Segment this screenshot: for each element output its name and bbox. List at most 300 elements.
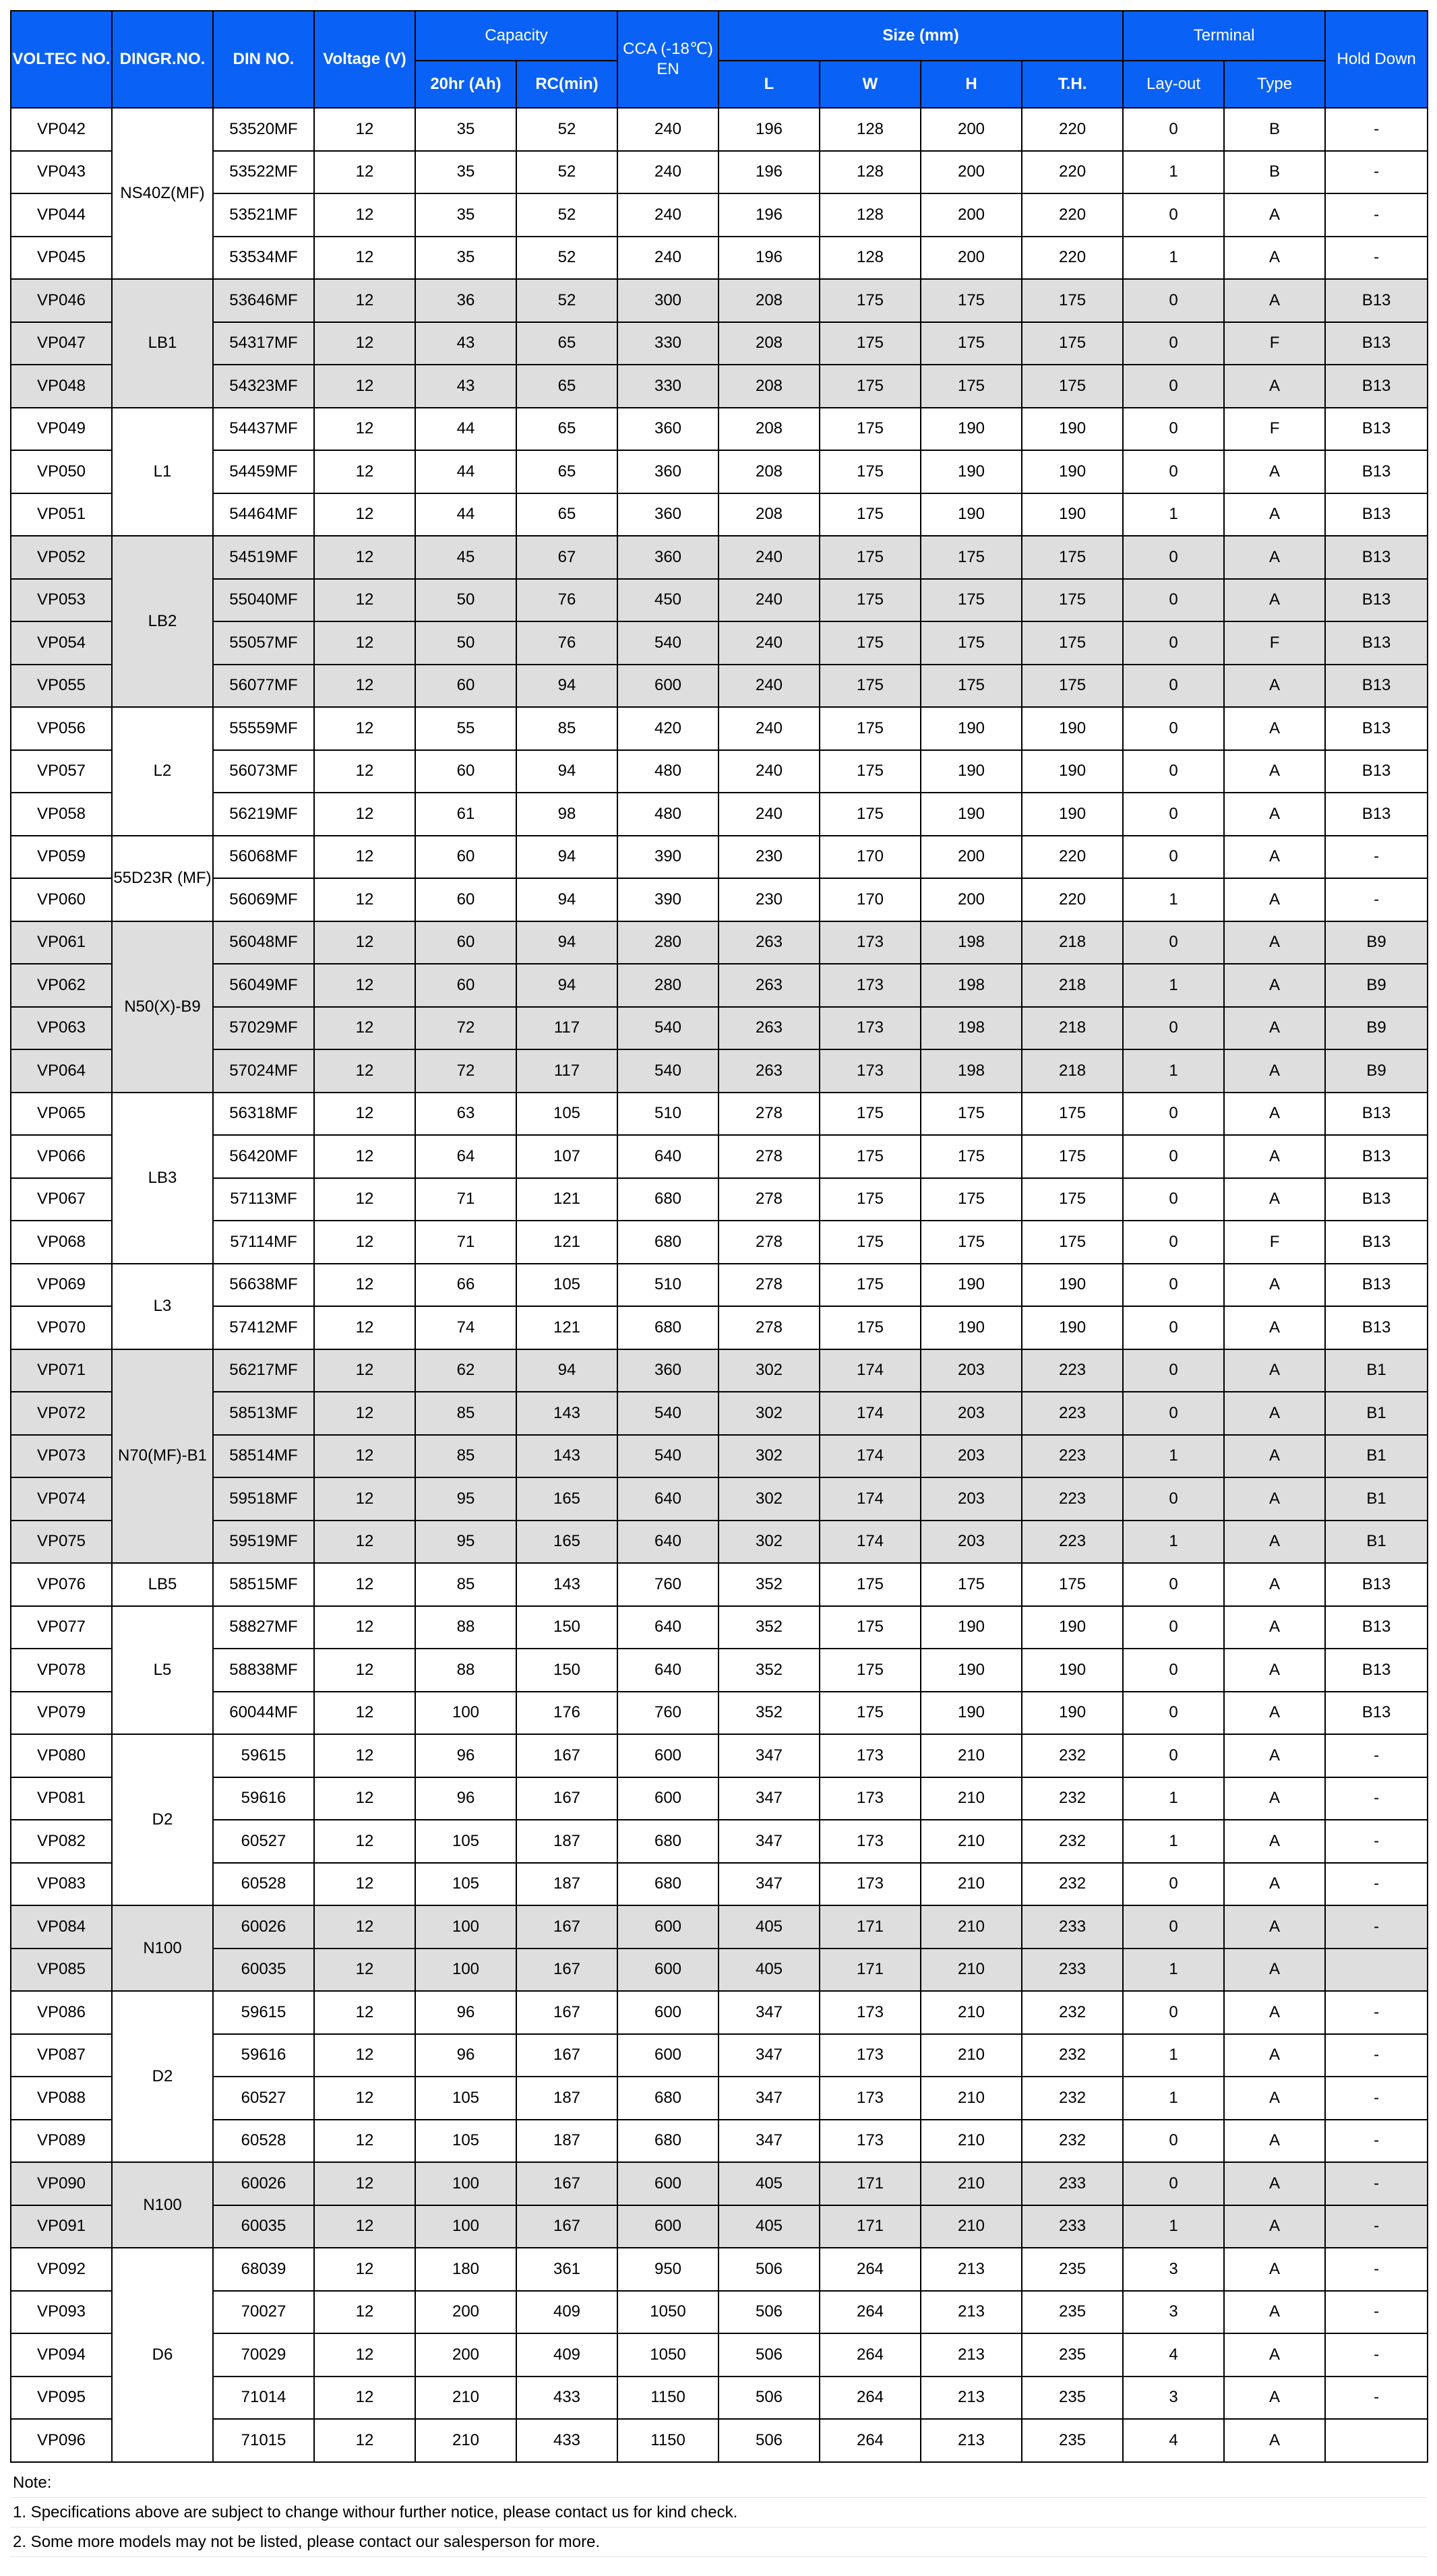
cell-size-th: 232 xyxy=(1022,1991,1123,2034)
cell-terminal-type: F xyxy=(1224,1221,1325,1264)
cell-terminal-layout: 0 xyxy=(1123,1306,1224,1349)
cell-terminal-type: A xyxy=(1224,493,1325,536)
cell-hold-down: - xyxy=(1325,878,1428,921)
cell-voltec-no: VP049 xyxy=(11,408,112,451)
cell-cca: 540 xyxy=(617,1007,718,1050)
cell-voltec-no: VP080 xyxy=(11,1734,112,1777)
cell-voltage: 12 xyxy=(314,1649,415,1692)
cell-hold-down: B1 xyxy=(1325,1477,1428,1521)
notes-section xyxy=(10,2468,1427,2557)
cell-terminal-layout: 0 xyxy=(1123,793,1224,836)
cell-size-th: 235 xyxy=(1022,2376,1123,2420)
cell-hold-down: B13 xyxy=(1325,1692,1428,1735)
cell-size-h: 190 xyxy=(921,1692,1022,1735)
cell-size-th: 175 xyxy=(1022,1093,1123,1136)
cell-cca: 640 xyxy=(617,1606,718,1649)
header-size-h: H xyxy=(921,61,1022,108)
cell-din-no: 60035 xyxy=(213,1949,314,1992)
cell-terminal-layout: 1 xyxy=(1123,2034,1224,2077)
cell-terminal-layout: 0 xyxy=(1123,536,1224,579)
cell-size-th: 175 xyxy=(1022,621,1123,665)
cell-din-no: 60035 xyxy=(213,2205,314,2248)
cell-cca: 480 xyxy=(617,793,718,836)
cell-size-w: 173 xyxy=(820,921,921,964)
cell-size-th: 233 xyxy=(1022,2205,1123,2248)
table-row xyxy=(11,279,1428,322)
cell-voltec-no: VP055 xyxy=(11,665,112,708)
table-row xyxy=(11,1649,1428,1692)
cell-size-w: 175 xyxy=(820,1264,921,1307)
cell-voltec-no: VP085 xyxy=(11,1949,112,1992)
cell-capacity-20hr: 200 xyxy=(415,2291,516,2334)
cell-terminal-layout: 0 xyxy=(1123,1392,1224,1435)
table-row xyxy=(11,2120,1428,2163)
cell-voltage: 12 xyxy=(314,1734,415,1777)
cell-voltage: 12 xyxy=(314,2419,415,2462)
cell-voltage: 12 xyxy=(314,964,415,1007)
cell-size-h: 190 xyxy=(921,1264,1022,1307)
cell-size-w: 175 xyxy=(820,665,921,708)
cell-size-w: 128 xyxy=(820,151,921,194)
cell-din-no: 56638MF xyxy=(213,1264,314,1307)
cell-size-th: 220 xyxy=(1022,108,1123,151)
table-row xyxy=(11,621,1428,665)
cell-capacity-20hr: 55 xyxy=(415,707,516,750)
cell-hold-down: B13 xyxy=(1325,408,1428,451)
cell-size-h: 190 xyxy=(921,793,1022,836)
cell-size-th: 220 xyxy=(1022,237,1123,280)
cell-voltage: 12 xyxy=(314,1905,415,1949)
cell-size-h: 203 xyxy=(921,1521,1022,1564)
cell-cca: 760 xyxy=(617,1563,718,1606)
cell-terminal-layout: 0 xyxy=(1123,1477,1224,1521)
cell-terminal-type: A xyxy=(1224,1392,1325,1435)
cell-voltage: 12 xyxy=(314,665,415,708)
cell-hold-down: - xyxy=(1325,1734,1428,1777)
cell-voltage: 12 xyxy=(314,1949,415,1992)
cell-din-no: 55040MF xyxy=(213,579,314,622)
cell-capacity-rc: 105 xyxy=(516,1093,617,1136)
note-item-2: 2. Some more models may not be listed, please contact our salesperson for more. xyxy=(10,2527,1427,2557)
cell-size-w: 175 xyxy=(820,1093,921,1136)
cell-capacity-rc: 187 xyxy=(516,2077,617,2120)
cell-hold-down: B13 xyxy=(1325,365,1428,408)
cell-capacity-rc: 107 xyxy=(516,1135,617,1178)
cell-voltage: 12 xyxy=(314,2291,415,2334)
table-row xyxy=(11,1392,1428,1435)
table-row xyxy=(11,1521,1428,1564)
cell-size-th: 175 xyxy=(1022,322,1123,365)
cell-terminal-layout: 3 xyxy=(1123,2291,1224,2334)
cell-size-l: 352 xyxy=(718,1649,820,1692)
cell-size-h: 190 xyxy=(921,1606,1022,1649)
cell-size-th: 190 xyxy=(1022,750,1123,793)
cell-terminal-type: A xyxy=(1224,2248,1325,2291)
cell-terminal-type: F xyxy=(1224,621,1325,665)
cell-capacity-rc: 167 xyxy=(516,1734,617,1777)
cell-voltage: 12 xyxy=(314,1349,415,1392)
cell-size-w: 175 xyxy=(820,1692,921,1735)
cell-capacity-20hr: 95 xyxy=(415,1477,516,1521)
table-row xyxy=(11,493,1428,536)
cell-size-th: 220 xyxy=(1022,151,1123,194)
cell-voltage: 12 xyxy=(314,1093,415,1136)
cell-cca: 510 xyxy=(617,1264,718,1307)
cell-size-l: 302 xyxy=(718,1392,820,1435)
table-row xyxy=(11,1563,1428,1606)
cell-size-h: 175 xyxy=(921,1221,1022,1264)
cell-capacity-20hr: 72 xyxy=(415,1049,516,1093)
cell-cca: 330 xyxy=(617,365,718,408)
cell-capacity-rc: 94 xyxy=(516,921,617,964)
header-size-l: L xyxy=(718,61,820,108)
cell-terminal-type: A xyxy=(1224,2376,1325,2420)
cell-din-no: 55559MF xyxy=(213,707,314,750)
cell-size-l: 240 xyxy=(718,750,820,793)
cell-cca: 680 xyxy=(617,1863,718,1906)
cell-capacity-rc: 65 xyxy=(516,408,617,451)
cell-din-no: 70027 xyxy=(213,2291,314,2334)
cell-terminal-layout: 4 xyxy=(1123,2333,1224,2376)
cell-capacity-rc: 94 xyxy=(516,964,617,1007)
cell-size-l: 347 xyxy=(718,1991,820,2034)
cell-size-w: 171 xyxy=(820,2205,921,2248)
cell-size-l: 347 xyxy=(718,1820,820,1863)
cell-terminal-layout: 0 xyxy=(1123,1178,1224,1221)
cell-voltage: 12 xyxy=(314,836,415,879)
cell-capacity-20hr: 60 xyxy=(415,921,516,964)
cell-dingr-no: N100 xyxy=(112,2162,213,2248)
cell-size-w: 175 xyxy=(820,707,921,750)
table-row xyxy=(11,964,1428,1007)
cell-terminal-type: A xyxy=(1224,1349,1325,1392)
cell-hold-down: B13 xyxy=(1325,1606,1428,1649)
cell-size-h: 200 xyxy=(921,836,1022,879)
cell-voltage: 12 xyxy=(314,1521,415,1564)
cell-size-th: 218 xyxy=(1022,964,1123,1007)
cell-size-h: 213 xyxy=(921,2376,1022,2420)
table-row xyxy=(11,1049,1428,1093)
cell-size-l: 196 xyxy=(718,193,820,237)
cell-din-no: 56049MF xyxy=(213,964,314,1007)
cell-terminal-layout: 1 xyxy=(1123,878,1224,921)
cell-size-l: 347 xyxy=(718,2034,820,2077)
cell-hold-down: - xyxy=(1325,237,1428,280)
table-row xyxy=(11,1178,1428,1221)
cell-capacity-20hr: 95 xyxy=(415,1521,516,1564)
cell-terminal-layout: 0 xyxy=(1123,707,1224,750)
cell-cca: 600 xyxy=(617,1991,718,2034)
table-row xyxy=(11,1863,1428,1906)
cell-capacity-20hr: 60 xyxy=(415,836,516,879)
table-row xyxy=(11,1477,1428,1521)
cell-size-l: 240 xyxy=(718,707,820,750)
cell-terminal-type: A xyxy=(1224,1435,1325,1478)
cell-terminal-layout: 1 xyxy=(1123,1049,1224,1093)
cell-size-w: 175 xyxy=(820,621,921,665)
cell-hold-down: B13 xyxy=(1325,1135,1428,1178)
table-row xyxy=(11,878,1428,921)
cell-size-l: 196 xyxy=(718,108,820,151)
table-row xyxy=(11,2248,1428,2291)
cell-voltage: 12 xyxy=(314,878,415,921)
table-row xyxy=(11,1905,1428,1949)
cell-din-no: 56069MF xyxy=(213,878,314,921)
cell-din-no: 58515MF xyxy=(213,1563,314,1606)
cell-cca: 680 xyxy=(617,2077,718,2120)
cell-size-l: 302 xyxy=(718,1521,820,1564)
table-row xyxy=(11,1991,1428,2034)
cell-voltage: 12 xyxy=(314,1264,415,1307)
cell-terminal-layout: 1 xyxy=(1123,1521,1224,1564)
cell-size-l: 302 xyxy=(718,1435,820,1478)
cell-terminal-layout: 3 xyxy=(1123,2248,1224,2291)
cell-din-no: 59518MF xyxy=(213,1477,314,1521)
cell-din-no: 59616 xyxy=(213,1777,314,1820)
cell-din-no: 53534MF xyxy=(213,237,314,280)
cell-capacity-rc: 187 xyxy=(516,2120,617,2163)
cell-size-l: 405 xyxy=(718,2162,820,2205)
cell-size-h: 190 xyxy=(921,750,1022,793)
cell-size-l: 347 xyxy=(718,1777,820,1820)
header-size-w: W xyxy=(820,61,921,108)
cell-voltage: 12 xyxy=(314,921,415,964)
cell-size-h: 175 xyxy=(921,621,1022,665)
cell-capacity-20hr: 100 xyxy=(415,1905,516,1949)
cell-size-w: 175 xyxy=(820,793,921,836)
table-row xyxy=(11,2162,1428,2205)
cell-voltage: 12 xyxy=(314,1135,415,1178)
cell-hold-down: B13 xyxy=(1325,279,1428,322)
cell-size-th: 232 xyxy=(1022,1777,1123,1820)
cell-voltec-no: VP063 xyxy=(11,1007,112,1050)
cell-size-l: 208 xyxy=(718,322,820,365)
cell-hold-down: - xyxy=(1325,2333,1428,2376)
table-row xyxy=(11,450,1428,493)
cell-voltage: 12 xyxy=(314,793,415,836)
cell-terminal-layout: 0 xyxy=(1123,408,1224,451)
cell-terminal-layout: 0 xyxy=(1123,1264,1224,1307)
cell-hold-down: - xyxy=(1325,108,1428,151)
cell-hold-down: - xyxy=(1325,1863,1428,1906)
cell-size-w: 173 xyxy=(820,1991,921,2034)
cell-cca: 390 xyxy=(617,878,718,921)
cell-capacity-20hr: 74 xyxy=(415,1306,516,1349)
cell-size-l: 240 xyxy=(718,621,820,665)
cell-terminal-layout: 0 xyxy=(1123,279,1224,322)
header-terminal-type: Type xyxy=(1224,61,1325,108)
cell-size-h: 175 xyxy=(921,1563,1022,1606)
table-row xyxy=(11,1692,1428,1735)
table-row xyxy=(11,579,1428,622)
cell-size-l: 278 xyxy=(718,1135,820,1178)
cell-size-h: 198 xyxy=(921,921,1022,964)
cell-size-w: 175 xyxy=(820,450,921,493)
cell-hold-down: - xyxy=(1325,1820,1428,1863)
cell-capacity-rc: 167 xyxy=(516,2162,617,2205)
cell-size-l: 208 xyxy=(718,408,820,451)
cell-terminal-layout: 0 xyxy=(1123,2162,1224,2205)
cell-size-h: 175 xyxy=(921,665,1022,708)
cell-size-l: 208 xyxy=(718,365,820,408)
cell-capacity-rc: 143 xyxy=(516,1392,617,1435)
cell-din-no: 56077MF xyxy=(213,665,314,708)
cell-terminal-layout: 0 xyxy=(1123,365,1224,408)
cell-hold-down: B13 xyxy=(1325,493,1428,536)
cell-size-h: 175 xyxy=(921,1093,1022,1136)
cell-capacity-rc: 94 xyxy=(516,1349,617,1392)
cell-size-w: 175 xyxy=(820,1221,921,1264)
cell-voltec-no: VP042 xyxy=(11,108,112,151)
cell-capacity-20hr: 85 xyxy=(415,1563,516,1606)
cell-size-w: 170 xyxy=(820,836,921,879)
cell-size-w: 170 xyxy=(820,878,921,921)
cell-terminal-layout: 0 xyxy=(1123,1606,1224,1649)
cell-terminal-type: A xyxy=(1224,1093,1325,1136)
cell-size-w: 175 xyxy=(820,1306,921,1349)
cell-size-l: 347 xyxy=(718,1734,820,1777)
cell-cca: 600 xyxy=(617,2162,718,2205)
table-row xyxy=(11,2376,1428,2420)
cell-din-no: 54437MF xyxy=(213,408,314,451)
cell-capacity-rc: 117 xyxy=(516,1007,617,1050)
cell-size-th: 190 xyxy=(1022,493,1123,536)
cell-capacity-rc: 361 xyxy=(516,2248,617,2291)
cell-capacity-20hr: 50 xyxy=(415,621,516,665)
cell-size-th: 190 xyxy=(1022,1649,1123,1692)
cell-voltec-no: VP096 xyxy=(11,2419,112,2462)
cell-terminal-layout: 1 xyxy=(1123,1949,1224,1992)
table-row xyxy=(11,1349,1428,1392)
table-row xyxy=(11,1949,1428,1992)
cell-size-w: 173 xyxy=(820,2120,921,2163)
cell-terminal-type: A xyxy=(1224,793,1325,836)
cell-size-th: 235 xyxy=(1022,2291,1123,2334)
table-row xyxy=(11,921,1428,964)
cell-size-l: 278 xyxy=(718,1178,820,1221)
cell-size-h: 210 xyxy=(921,2120,1022,2163)
cell-capacity-rc: 165 xyxy=(516,1477,617,1521)
cell-terminal-type: A xyxy=(1224,237,1325,280)
cell-cca: 540 xyxy=(617,621,718,665)
table-row xyxy=(11,1093,1428,1136)
cell-capacity-20hr: 96 xyxy=(415,2034,516,2077)
cell-size-w: 128 xyxy=(820,193,921,237)
cell-hold-down: B13 xyxy=(1325,1306,1428,1349)
cell-cca: 240 xyxy=(617,108,718,151)
cell-size-h: 190 xyxy=(921,1649,1022,1692)
cell-voltec-no: VP057 xyxy=(11,750,112,793)
cell-size-l: 302 xyxy=(718,1477,820,1521)
cell-terminal-type: A xyxy=(1224,1049,1325,1093)
table-row xyxy=(11,1264,1428,1307)
cell-din-no: 58514MF xyxy=(213,1435,314,1478)
cell-size-th: 232 xyxy=(1022,2120,1123,2163)
cell-voltage: 12 xyxy=(314,365,415,408)
cell-capacity-rc: 85 xyxy=(516,707,617,750)
cell-voltage: 12 xyxy=(314,279,415,322)
cell-capacity-20hr: 71 xyxy=(415,1221,516,1264)
cell-din-no: 53520MF xyxy=(213,108,314,151)
cell-size-l: 278 xyxy=(718,1306,820,1349)
cell-capacity-rc: 167 xyxy=(516,2205,617,2248)
cell-capacity-20hr: 88 xyxy=(415,1649,516,1692)
cell-hold-down: - xyxy=(1325,2291,1428,2334)
cell-din-no: 54464MF xyxy=(213,493,314,536)
cell-cca: 280 xyxy=(617,964,718,1007)
cell-din-no: 54519MF xyxy=(213,536,314,579)
cell-din-no: 59615 xyxy=(213,1734,314,1777)
cell-terminal-type: A xyxy=(1224,1905,1325,1949)
cell-hold-down: B13 xyxy=(1325,579,1428,622)
cell-capacity-20hr: 200 xyxy=(415,2333,516,2376)
cell-capacity-20hr: 85 xyxy=(415,1435,516,1478)
cell-terminal-layout: 0 xyxy=(1123,836,1224,879)
cell-voltage: 12 xyxy=(314,1777,415,1820)
cell-voltec-no: VP056 xyxy=(11,707,112,750)
table-row xyxy=(11,536,1428,579)
cell-cca: 540 xyxy=(617,1435,718,1478)
cell-terminal-type: A xyxy=(1224,1007,1325,1050)
cell-capacity-rc: 187 xyxy=(516,1863,617,1906)
cell-size-l: 208 xyxy=(718,450,820,493)
cell-size-h: 213 xyxy=(921,2333,1022,2376)
cell-hold-down: - xyxy=(1325,151,1428,194)
cell-capacity-20hr: 100 xyxy=(415,1949,516,1992)
cell-voltec-no: VP093 xyxy=(11,2291,112,2334)
cell-hold-down: - xyxy=(1325,836,1428,879)
cell-terminal-type: A xyxy=(1224,2120,1325,2163)
cell-size-h: 213 xyxy=(921,2419,1022,2462)
cell-size-h: 210 xyxy=(921,1777,1022,1820)
cell-size-th: 190 xyxy=(1022,1306,1123,1349)
cell-size-th: 235 xyxy=(1022,2333,1123,2376)
cell-dingr-no: N100 xyxy=(112,1905,213,1991)
cell-capacity-rc: 150 xyxy=(516,1606,617,1649)
cell-capacity-20hr: 60 xyxy=(415,964,516,1007)
cell-voltec-no: VP043 xyxy=(11,151,112,194)
cell-size-l: 208 xyxy=(718,279,820,322)
cell-size-h: 203 xyxy=(921,1435,1022,1478)
cell-capacity-20hr: 105 xyxy=(415,1863,516,1906)
cell-capacity-20hr: 96 xyxy=(415,1991,516,2034)
cell-terminal-layout: 0 xyxy=(1123,621,1224,665)
cell-capacity-rc: 409 xyxy=(516,2333,617,2376)
table-row xyxy=(11,1306,1428,1349)
cell-din-no: 56217MF xyxy=(213,1349,314,1392)
cell-size-th: 232 xyxy=(1022,1863,1123,1906)
cell-terminal-type: A xyxy=(1224,878,1325,921)
cell-size-w: 173 xyxy=(820,1863,921,1906)
table-row xyxy=(11,1777,1428,1820)
cell-capacity-rc: 65 xyxy=(516,365,617,408)
cell-voltec-no: VP092 xyxy=(11,2248,112,2291)
cell-capacity-20hr: 96 xyxy=(415,1777,516,1820)
cell-size-l: 405 xyxy=(718,2205,820,2248)
cell-cca: 680 xyxy=(617,1820,718,1863)
cell-terminal-type: A xyxy=(1224,665,1325,708)
cell-hold-down: B1 xyxy=(1325,1392,1428,1435)
header-dingr-no: DINGR.NO. xyxy=(112,11,213,108)
cell-cca: 680 xyxy=(617,1178,718,1221)
header-voltec-no: VOLTEC NO. xyxy=(11,11,112,108)
cell-voltec-no: VP062 xyxy=(11,964,112,1007)
cell-hold-down: B13 xyxy=(1325,1264,1428,1307)
cell-cca: 360 xyxy=(617,1349,718,1392)
cell-cca: 1050 xyxy=(617,2291,718,2334)
table-row xyxy=(11,365,1428,408)
cell-capacity-20hr: 43 xyxy=(415,365,516,408)
